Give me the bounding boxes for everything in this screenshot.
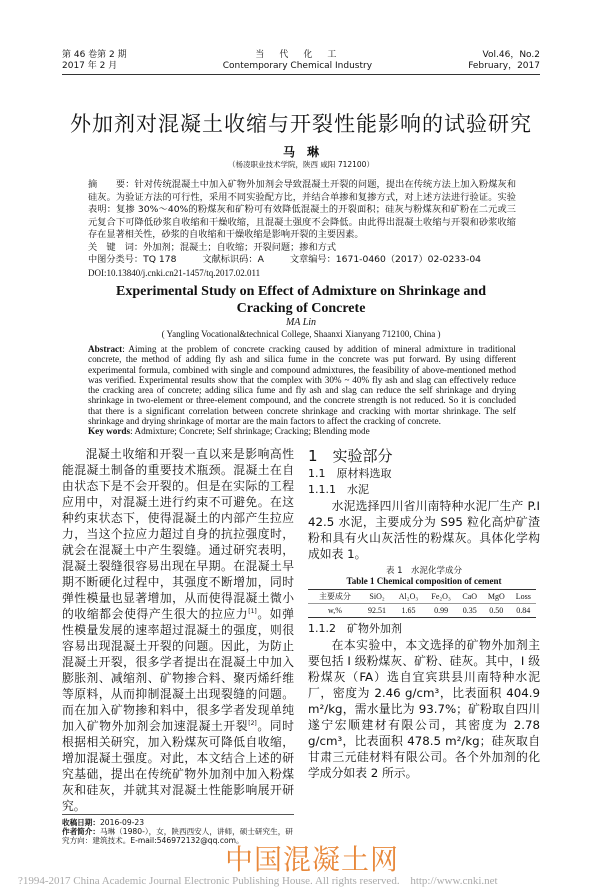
doc-code-value: A	[257, 254, 264, 265]
keywords-label: 关 键 词：	[88, 241, 144, 253]
issue-info-en	[468, 50, 540, 72]
table-row	[308, 603, 536, 617]
copyright-line	[18, 875, 578, 888]
body-text: 水泥选择四川省川南特种水泥厂生产 P.I 42.5 水泥，主要成分为 S95 粒化高炉矿渣粉和具有火山灰活性的粉煤灰。具体化学构成如表 1。	[308, 498, 540, 561]
title-en: Experimental Study on Effect of Admixture on Shrinkage and Cracking of Concrete	[116, 284, 486, 316]
issue-info-cn	[62, 50, 127, 72]
table-header: CaO	[462, 591, 478, 601]
class-label: 中图分类号：	[88, 254, 144, 265]
date-cn: 2017 年 2 月	[62, 61, 118, 71]
author-cn: 马 琳	[282, 145, 319, 159]
keywords-text: 外加剂；混凝土；自收缩；开裂问题；掺和方式	[143, 241, 337, 253]
volume-cn: 第 46 卷第 2 期	[62, 50, 127, 60]
copyright-text: ?1994-2017 China Academic Journal Electronic Publishing House. All rights reserved.	[18, 874, 400, 887]
subsubsection-heading: 1.1.2 矿物外加剂	[308, 621, 402, 635]
body-text: 。同时根据相关研究，加入粉煤灰可降低自收缩，增加混凝土强度。对此，本文结合上述的研究基础，提出在传统矿物外加剂中加入粉煤灰和硅灰，并就其对混凝土性能影响展开研究。	[62, 718, 294, 813]
table-cell: 92.51	[368, 605, 387, 615]
table-caption-cn: 表 1 水泥化学成分	[385, 565, 463, 576]
table-header-row	[308, 589, 536, 603]
body-text: 混凝土收缩和开裂一直以来是影响高性能混凝土制备的重要技术瓶颈。混凝土在自由状态下是不会开裂的。但是在实际的工程应用中，对混凝土进行约束不可避免。在这种约束状态下，使得混凝土的内部产生拉应力，当这个拉应力超过自身的抗拉强度时，就会在混凝土中产生裂缝。通过研究表明，混凝土裂缝很容易出现在早期。在混凝土早期不断硬化过程中，其强度不断增加，同时弹性模量也显著增加，从而使得混凝土微小的收缩都会使得产生很大的拉应力	[62, 446, 294, 621]
table-header: Fe₂O₃	[431, 591, 451, 601]
journal-name-cn: 当 代 化 工	[255, 50, 340, 60]
table-cell: 0.99	[434, 605, 449, 615]
section-heading: 1 实验部分	[308, 446, 393, 465]
journal-name-en: Contemporary Chemical Industry	[222, 61, 373, 71]
abstract-cn	[88, 179, 516, 279]
right-column-body	[308, 446, 540, 845]
title-cn: 外加剂对混凝土收缩与开裂性能影响的试验研究	[70, 112, 532, 136]
running-header	[62, 50, 540, 75]
keywords-en-label: Key words	[88, 426, 131, 437]
citation: [2]	[248, 719, 257, 727]
received-date: 2016-09-23	[99, 817, 145, 827]
table-cell: w,%	[327, 605, 342, 615]
citation: [1]	[248, 607, 257, 615]
author-bio-label: 作者简介：	[62, 826, 100, 836]
table-cell: 0.35	[462, 605, 477, 615]
article-no-value: 1671-0460（2017）02-0233-04	[335, 254, 482, 265]
cnki-link[interactable]: http://www.cnki.net	[410, 874, 498, 887]
author-bio: 马琳（1980-），女，陕西西安人，讲师，硕士研究生，研究方向：建筑技术。E-mail:546972132@qq.com。	[62, 826, 293, 845]
class-value: TQ 178	[143, 254, 177, 265]
table-cell: 0.50	[489, 605, 504, 615]
table-cell: 0.84	[516, 605, 531, 615]
journal-name	[223, 50, 372, 72]
table-header: 主要成分	[318, 591, 351, 601]
doc-code-label: 文献标识码：	[202, 254, 258, 265]
body-columns	[62, 446, 540, 845]
table-header: Al₂O₃	[398, 591, 419, 601]
body-text: 在本实验中，本文选择的矿物外加剂主要包括 I 级粉煤灰、矿粉、硅灰。其中，I 级粉煤灰（FA）选自宜宾珙县川南特种水泥厂，密度为 2.46 g/cm³，比表面积 404.9 m²/kg，需水量比为 93.7%；矿粉取自四川遂宁宏顺建材有限公司，其密度为 2.78 g/cm³，比表面积 478.5 m²/kg；硅灰取自甘肃三元硅材料有限公司。各个外加剂的化学成分如表 2 所示。	[308, 637, 540, 780]
doi: DOI:10.13840/j.cnki.cn21-1457/tq.2017.02.011	[88, 267, 261, 278]
table-header: MgO	[487, 591, 505, 601]
table-cell: 1.65	[401, 605, 416, 615]
subsection-heading: 1.1 原材料选取	[308, 466, 392, 480]
table-header: Loss	[515, 591, 531, 601]
subsubsection-heading: 1.1.1 水泥	[308, 482, 369, 496]
abstract-en	[88, 344, 516, 437]
abstract-en-text: : Aiming at the problem of concrete cracking caused by addition of mineral admixture in traditional concrete, the method of adding fly ash and silica fume in the concrete was put forward. By using different experimental formula, combined with single and compound admixtures, the feasibility of above-mentioned method was verified. Experimental results show that the complex with 30% ~ 40% fly ash and slag can effectively reduce the cracking area of concrete; adding silica fume and fly ash and slag can reduce the self shrinkage and drying shrinkage in two-element or three-element compound, and the concrete strength is not reduced. So it is concluded that there is a significant correlation between concrete shrinkage and cracking with mortar shrinkage. The self shrinkage and drying shrinkage of mortar are the main factors to affect the cracking of concrete.	[88, 344, 516, 427]
watermark-logo: 中国混凝土网	[225, 842, 400, 876]
abstract-en-label: Abstract	[88, 344, 123, 354]
footnote	[62, 814, 294, 845]
received-label: 收稿日期：	[62, 817, 100, 827]
body-text: 。如弹性模量发展的速率超过混凝土的强度，则很容易出现混凝土开裂的问题。因此，为防止混凝土开裂，很多学者提出在混凝土中加入膨胀剂、减缩剂、矿物掺合料、聚丙烯纤维等原料，从而抑制混凝土出现裂缝的问题。而在加入矿物掺和料中，很多学者发现单纯加入矿物外加剂会加速混凝土开裂	[62, 606, 294, 733]
cement-composition-table	[308, 589, 536, 618]
left-column-body	[62, 446, 294, 845]
date-en: February，2017	[468, 61, 540, 71]
affiliation-en: ( Yangling Vocational&technical College, Shaanxi Xianyang 712100, China )	[161, 329, 441, 339]
affiliation-cn: （杨凌职业技术学院，陕西 咸阳 712100）	[228, 160, 374, 169]
table-caption-en: Table 1 Chemical composition of cement	[346, 575, 502, 586]
volume-en: Vol.46，No.2	[482, 50, 540, 60]
abstract-label: 摘 要：	[88, 179, 135, 190]
author-en: MA Lin	[285, 317, 317, 328]
table-header: SiO₂	[369, 591, 385, 601]
abstract-text: 针对传统混凝土中加入矿物外加剂会导致混凝土开裂的问题，提出在传统方法上加入粉煤灰和硅灰。为验证方法的可行性，采用不同实验配方比，并结合单掺和复掺方式，对上述方法进行验证。实验表明：复掺 30%～40%的粉煤灰和矿粉可有效降低混凝土的开裂面积；硅灰与粉煤灰和矿粉在二元或三元复合下可降低砂浆自收缩和干燥收缩，且混凝土强度不会降低。由此得出混凝土收缩与开裂和砂浆收缩存在显著相关性，砂浆的自收缩和干燥收缩是影响开裂的主要因素。	[88, 179, 517, 240]
keywords-en-text: : Admixture; Concrete; Self shrinkage; Cracking; Blending mode	[130, 426, 370, 437]
article-no-label: 文章编号：	[289, 254, 336, 265]
